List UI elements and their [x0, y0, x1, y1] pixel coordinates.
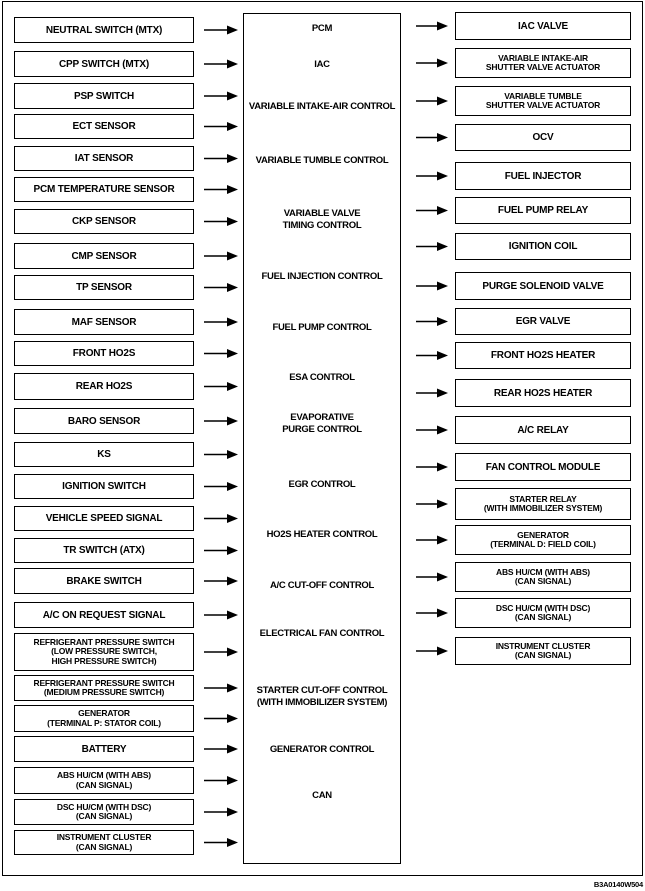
pcm-title: PCM: [311, 23, 333, 34]
input-box: INSTRUMENT CLUSTER (CAN SIGNAL): [14, 830, 194, 855]
output-box: PURGE SOLENOID VALVE: [455, 272, 631, 300]
input-box: PSP SWITCH: [14, 83, 194, 109]
input-box: BRAKE SWITCH: [14, 568, 194, 594]
input-box: IAT SENSOR: [14, 146, 194, 171]
input-box: REAR HO2S: [14, 373, 194, 400]
pcm-controller-block: [243, 13, 401, 864]
output-box: REAR HO2S HEATER: [455, 379, 631, 407]
pcm-function-label: ELECTRICAL FAN CONTROL: [259, 628, 385, 639]
output-box: STARTER RELAY (WITH IMMOBILIZER SYSTEM): [455, 488, 631, 520]
input-box: ECT SENSOR: [14, 114, 194, 139]
output-box: INSTRUMENT CLUSTER (CAN SIGNAL): [455, 637, 631, 665]
output-box: VARIABLE TUMBLE SHUTTER VALVE ACTUATOR: [455, 86, 631, 116]
output-box: FAN CONTROL MODULE: [455, 453, 631, 481]
output-box: GENERATOR (TERMINAL D: FIELD COIL): [455, 525, 631, 555]
output-box: ABS HU/CM (WITH ABS) (CAN SIGNAL): [455, 562, 631, 592]
pcm-function-label: HO2S HEATER CONTROL: [266, 529, 378, 540]
input-box: DSC HU/CM (WITH DSC) (CAN SIGNAL): [14, 799, 194, 825]
input-box: REFRIGERANT PRESSURE SWITCH (LOW PRESSURE SWITCH, HIGH PRESSURE SWITCH): [14, 633, 194, 671]
pcm-function-label: ESA CONTROL: [289, 372, 355, 383]
output-box: FUEL PUMP RELAY: [455, 197, 631, 224]
pcm-function-label: FUEL INJECTION CONTROL: [261, 271, 383, 282]
input-box: IGNITION SWITCH: [14, 474, 194, 499]
input-box: ABS HU/CM (WITH ABS) (CAN SIGNAL): [14, 767, 194, 794]
input-box: PCM TEMPERATURE SENSOR: [14, 177, 194, 202]
output-box: FUEL INJECTOR: [455, 162, 631, 190]
input-box: CPP SWITCH (MTX): [14, 51, 194, 77]
input-box: BATTERY: [14, 736, 194, 762]
input-box: BARO SENSOR: [14, 408, 194, 434]
input-box: GENERATOR (TERMINAL P: STATOR COIL): [14, 705, 194, 732]
figure-code: B3A0140W504: [593, 880, 643, 889]
pcm-function-label: FUEL PUMP CONTROL: [272, 322, 372, 333]
output-box: IAC VALVE: [455, 12, 631, 40]
pcm-function-label: GENERATOR CONTROL: [269, 744, 375, 755]
output-box: DSC HU/CM (WITH DSC) (CAN SIGNAL): [455, 598, 631, 628]
pcm-function-label: VARIABLE VALVE TIMING CONTROL: [282, 208, 362, 231]
input-box: REFRIGERANT PRESSURE SWITCH (MEDIUM PRESSURE SWITCH): [14, 675, 194, 701]
pcm-function-label: A/C CUT-OFF CONTROL: [269, 580, 375, 591]
input-box: MAF SENSOR: [14, 309, 194, 335]
output-box: OCV: [455, 124, 631, 151]
output-box: FRONT HO2S HEATER: [455, 342, 631, 369]
input-box: TR SWITCH (ATX): [14, 538, 194, 563]
output-box: VARIABLE INTAKE-AIR SHUTTER VALVE ACTUATOR: [455, 48, 631, 78]
pcm-function-label: EVAPORATIVE PURGE CONTROL: [282, 412, 362, 435]
input-box: NEUTRAL SWITCH (MTX): [14, 17, 194, 43]
output-box: IGNITION COIL: [455, 233, 631, 260]
input-box: CKP SENSOR: [14, 209, 194, 234]
pcm-function-label: VARIABLE TUMBLE CONTROL: [255, 155, 389, 166]
output-box: A/C RELAY: [455, 416, 631, 444]
input-box: KS: [14, 442, 194, 467]
pcm-function-label: EGR CONTROL: [288, 479, 356, 490]
output-box: EGR VALVE: [455, 308, 631, 335]
input-box: TP SENSOR: [14, 275, 194, 300]
input-box: CMP SENSOR: [14, 243, 194, 269]
input-box: A/C ON REQUEST SIGNAL: [14, 602, 194, 628]
pcm-function-label: CAN: [312, 790, 332, 801]
input-box: VEHICLE SPEED SIGNAL: [14, 506, 194, 531]
pcm-function-label: STARTER CUT-OFF CONTROL (WITH IMMOBILIZER SYSTEM): [256, 685, 388, 708]
pcm-function-label: IAC: [314, 59, 330, 70]
input-box: FRONT HO2S: [14, 341, 194, 366]
pcm-function-label: VARIABLE INTAKE-AIR CONTROL: [248, 101, 396, 112]
